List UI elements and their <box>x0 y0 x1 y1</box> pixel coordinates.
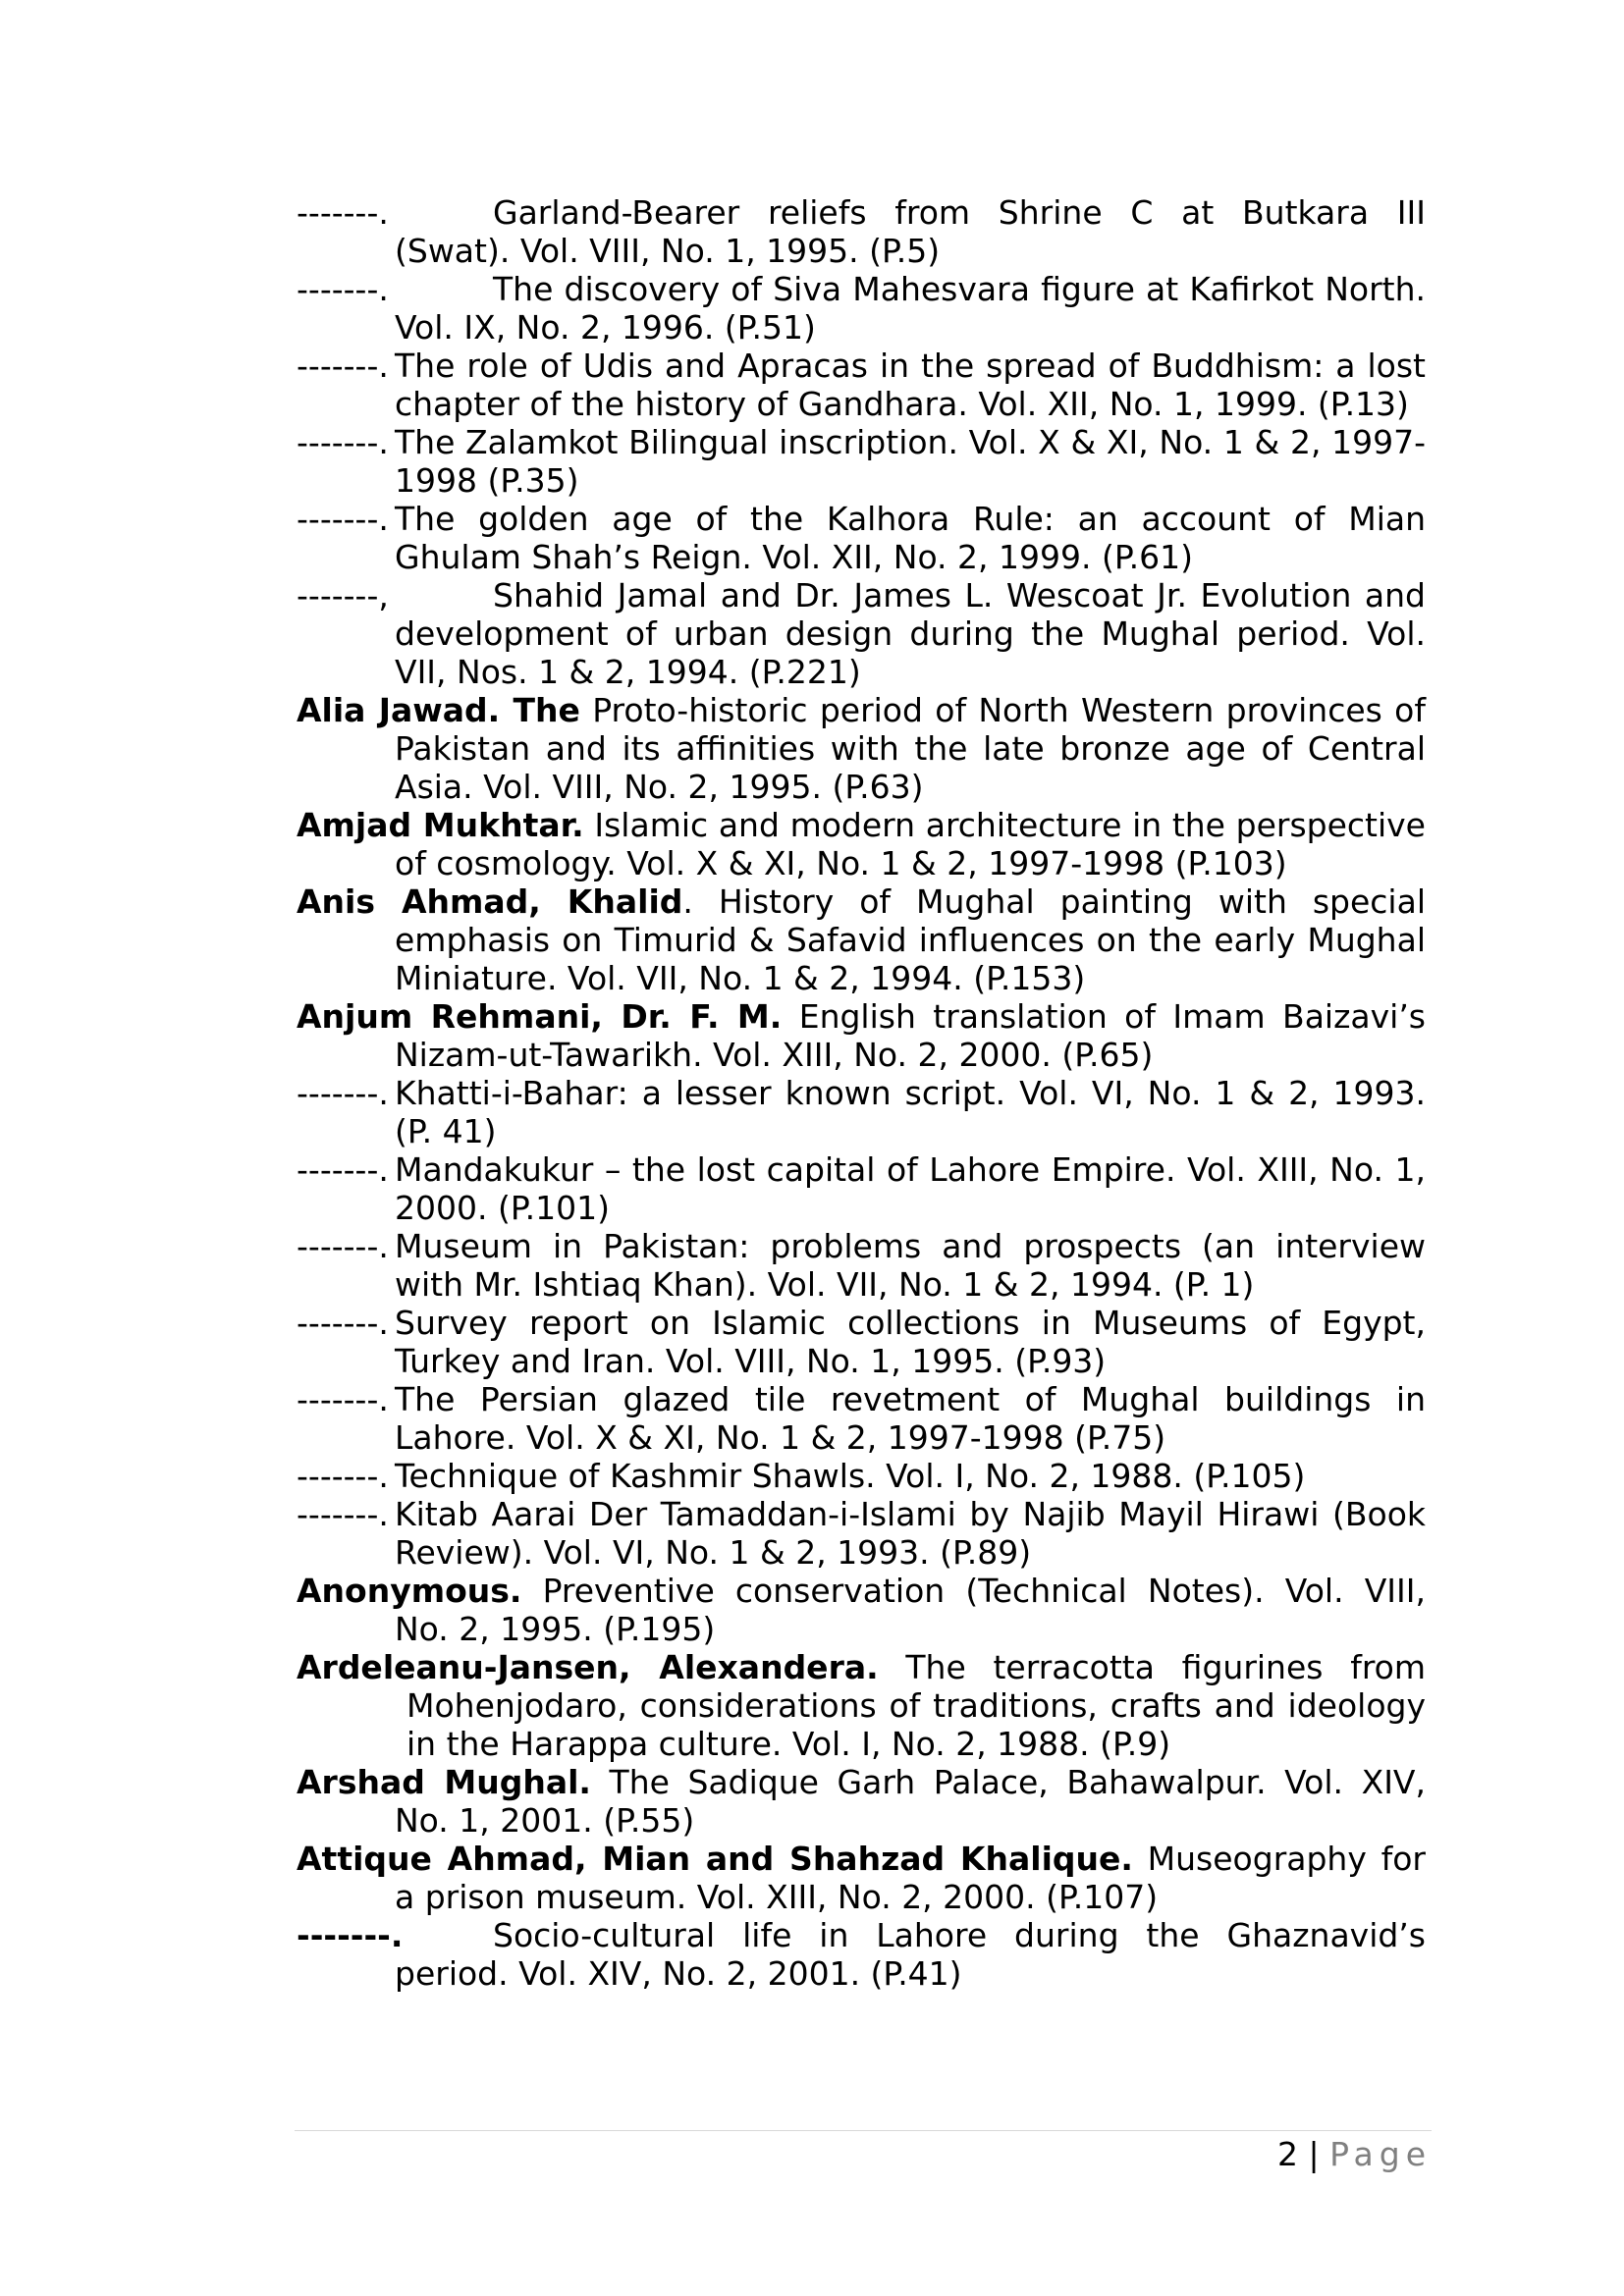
entry-author: Arshad Mughal. <box>297 1763 591 1801</box>
repeat-author-dash: -------, <box>297 576 389 614</box>
entry-text: Technique of Kashmir Shawls. Vol. I, No. 2, 1988. (P.105) <box>395 1457 1306 1495</box>
bibliography-entry <box>297 1304 1426 1380</box>
entry-text: The discovery of Siva Mahesvara figure at Kafirkot North. Vol. IX, No. 2, 1996. (P.51) <box>395 270 1426 347</box>
bibliography-entry <box>297 1648 1426 1763</box>
bibliography-entry <box>297 1572 1426 1648</box>
page-number: 2 <box>1276 2135 1298 2173</box>
bibliography-entry <box>297 1457 1426 1495</box>
footer-separator: | <box>1308 2135 1320 2173</box>
entry-author: Attique Ahmad, Mian and Shahzad Khalique. <box>297 1840 1133 1878</box>
repeat-author-dash: -------. <box>297 1916 404 1954</box>
entry-text: Mandakukur – the lost capital of Lahore Empire. Vol. XIII, No. 1, 2000. (P.101) <box>395 1150 1426 1227</box>
bibliography-entry <box>297 691 1426 806</box>
bibliography-entry <box>297 997 1426 1074</box>
bibliography-list <box>297 193 1426 1993</box>
entry-text: The Persian glazed tile revetment of Mughal buildings in Lahore. Vol. X & XI, No. 1 & 2, 1997-1998 (P.75) <box>395 1380 1426 1457</box>
bibliography-entry <box>297 193 1426 270</box>
bibliography-entry <box>297 1227 1426 1304</box>
repeat-author-dash: -------. <box>297 1495 389 1533</box>
bibliography-entry <box>297 270 1426 347</box>
entry-text: English translation of Imam Baizavi’s Nizam-ut-Tawarikh. Vol. XIII, No. 2, 2000. (P.65) <box>395 997 1427 1074</box>
bibliography-entry <box>297 882 1426 997</box>
repeat-author-dash: -------. <box>297 1380 389 1418</box>
bibliography-entry <box>297 347 1426 423</box>
entry-text: Kitab Aarai Der Tamaddan-i-Islami by Najib Mayil Hirawi (Book Review). Vol. VI, No. 1 & 2, 1993. (P.89) <box>395 1495 1426 1572</box>
bibliography-entry <box>297 1840 1426 1916</box>
entry-text: Garland-Bearer reliefs from Shrine C at Butkara III (Swat). Vol. VIII, No. 1, 1995. (P.5) <box>395 193 1426 270</box>
bibliography-entry <box>297 423 1426 500</box>
repeat-author-dash: -------. <box>297 500 389 538</box>
entry-text: Khatti-i-Bahar: a lesser known script. Vol. VI, No. 1 & 2, 1993. (P. 41) <box>395 1074 1426 1150</box>
repeat-author-dash: -------. <box>297 1304 389 1342</box>
repeat-author-dash: -------. <box>297 1074 389 1112</box>
repeat-author-dash: -------. <box>297 423 389 461</box>
entry-author: Anonymous. <box>297 1572 522 1610</box>
entry-text: The Sadique Garh Palace, Bahawalpur. Vol. XIV, No. 1, 2001. (P.55) <box>395 1763 1426 1840</box>
entry-text: Preventive conservation (Technical Notes). Vol. VIII, No. 2, 1995. (P.195) <box>395 1572 1426 1648</box>
bibliography-entry <box>297 806 1426 882</box>
repeat-author-dash: -------. <box>297 193 389 232</box>
entry-text: Shahid Jamal and Dr. James L. Wescoat Jr. Evolution and development of urban design during the Mughal period. Vol. VII, Nos. 1 & 2, 1994. (P.221) <box>395 576 1426 691</box>
entry-text: Islamic and modern architecture in the perspective of cosmology. Vol. X & XI, No. 1 & 2, 1997-1998 (P.103) <box>395 806 1426 882</box>
repeat-author-dash: -------. <box>297 1457 389 1495</box>
entry-text: The role of Udis and Apracas in the spread of Buddhism: a lost chapter of the history of Gandhara. Vol. XII, No. 1, 1999. (P.13) <box>395 347 1426 423</box>
entry-text: Proto-historic period of North Western provinces of Pakistan and its affinities with the late bronze age of Central Asia. Vol. VIII, No. 2, 1995. (P.63) <box>395 691 1426 806</box>
bibliography-entry <box>297 1074 1426 1150</box>
page-footer <box>1277 2135 1432 2174</box>
repeat-author-dash: -------. <box>297 347 389 385</box>
bibliography-entry <box>297 500 1426 576</box>
entry-author: Ardeleanu-Jansen, Alexandera. <box>297 1648 879 1686</box>
bibliography-entry <box>297 1763 1426 1840</box>
page-label: Page <box>1329 2135 1432 2173</box>
entry-author: Alia Jawad. The <box>297 691 580 729</box>
bibliography-entry <box>297 1150 1426 1227</box>
entry-text: The golden age of the Kalhora Rule: an account of Mian Ghulam Shah’s Reign. Vol. XII, No. 2, 1999. (P.61) <box>395 500 1426 576</box>
footer-divider <box>295 2130 1432 2131</box>
entry-text: Museum in Pakistan: problems and prospects (an interview with Mr. Ishtiaq Khan). Vol. VII, No. 1 & 2, 1994. (P. 1) <box>395 1227 1426 1304</box>
entry-text: Socio-cultural life in Lahore during the Ghaznavid’s period. Vol. XIV, No. 2, 2001. (P.41) <box>395 1916 1426 1993</box>
bibliography-entry <box>297 1495 1426 1572</box>
bibliography-entry <box>297 1916 1426 1993</box>
bibliography-entry <box>297 1380 1426 1457</box>
repeat-author-dash: -------. <box>297 270 389 308</box>
entry-text: Survey report on Islamic collections in Museums of Egypt, Turkey and Iran. Vol. VIII, No. 1, 1995. (P.93) <box>395 1304 1426 1380</box>
entry-author: Anis Ahmad, Khalid <box>297 882 683 921</box>
entry-author: Amjad Mukhtar. <box>297 806 584 844</box>
repeat-author-dash: -------. <box>297 1150 389 1189</box>
bibliography-entry <box>297 576 1426 691</box>
entry-text: The Zalamkot Bilingual inscription. Vol. X & XI, No. 1 & 2, 1997-1998 (P.35) <box>395 423 1426 500</box>
entry-text: The terracotta figurines from Mohenjodaro, considerations of traditions, crafts and ideology in the Harappa culture. Vol. I, No. 2, 1988. (P.9) <box>406 1648 1426 1763</box>
entry-text: . History of Mughal painting with special emphasis on Timurid & Safavid influences on the early Mughal Miniature. Vol. VII, No. 1 & 2, 1994. (P.153) <box>395 882 1426 997</box>
repeat-author-dash: -------. <box>297 1227 389 1265</box>
entry-author: Anjum Rehmani, Dr. F. M. <box>297 997 783 1036</box>
entry-text: Museography for a prison museum. Vol. XIII, No. 2, 2000. (P.107) <box>395 1840 1427 1916</box>
